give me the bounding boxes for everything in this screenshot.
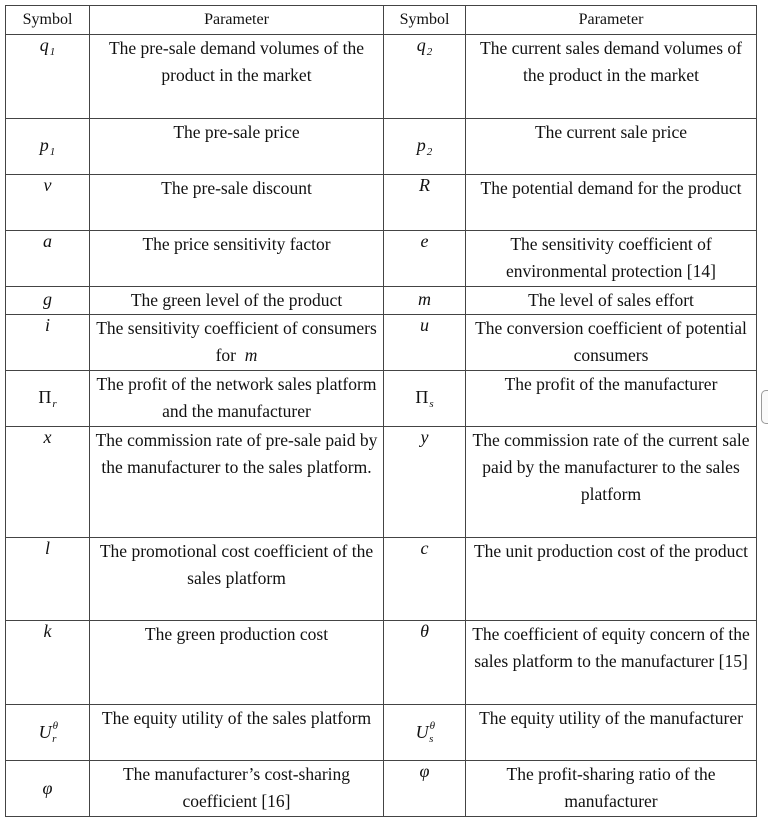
table-row (6, 705, 757, 761)
table-row (6, 315, 757, 371)
inline-symbol: m (244, 345, 258, 365)
parameter-cell: The price sensitivity factor (90, 231, 384, 287)
table-row (6, 621, 757, 705)
symbol: U (415, 722, 429, 742)
symbol-cell: u (384, 315, 466, 371)
parameter-cell: The current sale price (466, 119, 757, 175)
symbol: q (39, 35, 49, 55)
parameter-cell: The coefficient of equity concern of the sales platform to the manufacturer [15] (466, 621, 757, 705)
parameter-table (5, 5, 757, 817)
symbol-cell: R (384, 175, 466, 231)
symbol-subscript: r (52, 733, 57, 745)
symbol-cell: c (384, 538, 466, 621)
symbol-cell: φ (384, 761, 466, 817)
table-row (6, 371, 757, 427)
parameter-cell: The unit production cost of the product (466, 538, 757, 621)
parameter-cell: The sensitivity coefficient of environmental protection [14] (466, 231, 757, 287)
symbol-cell (6, 35, 90, 119)
parameter-cell: The commission rate of the current sale paid by the manufacturer to the sales platform (466, 427, 757, 538)
parameter-cell: The conversion coefficient of potential consumers (466, 315, 757, 371)
symbol-cell: m (384, 287, 466, 315)
table-row (6, 427, 757, 538)
symbol-cell (6, 705, 90, 761)
symbol-cell (6, 371, 90, 427)
symbol-superscript: θ (52, 720, 59, 732)
parameter-cell: The level of sales effort (466, 287, 757, 315)
parameter-cell: The pre-sale price (90, 119, 384, 175)
symbol-cell: y (384, 427, 466, 538)
parameter-cell: The promotional cost coefficient of the sales platform (90, 538, 384, 621)
symbol-subscript: 1 (49, 46, 56, 58)
side-panel-handle[interactable] (761, 390, 768, 424)
parameter-cell: The manufacturer’s cost-sharing coefficient [16] (90, 761, 384, 817)
symbol-cell: θ (384, 621, 466, 705)
symbol-subscript: 2 (426, 46, 433, 58)
symbol-cell (384, 705, 466, 761)
symbol-cell: e (384, 231, 466, 287)
header-parameter: Parameter (466, 6, 757, 35)
table-header-row (6, 6, 757, 35)
table-row (6, 119, 757, 175)
table-row (6, 761, 757, 817)
parameter-text: The sensitivity coefficient of consumers for (96, 318, 377, 365)
table-row (6, 175, 757, 231)
symbol-cell: k (6, 621, 90, 705)
parameter-cell: The green level of the product (90, 287, 384, 315)
symbol: p (39, 135, 49, 155)
parameter-cell: The profit-sharing ratio of the manufacturer (466, 761, 757, 817)
table-row (6, 231, 757, 287)
symbol-subscript: 1 (49, 146, 56, 158)
symbol: q (416, 35, 426, 55)
symbol-superscript: θ (429, 720, 436, 732)
parameter-cell: The profit of the network sales platform and the manufacturer (90, 371, 384, 427)
table-row (6, 287, 757, 315)
parameter-cell: The potential demand for the product (466, 175, 757, 231)
symbol-cell (384, 119, 466, 175)
symbol: Π (415, 387, 429, 407)
symbol-subscript: s (429, 398, 434, 410)
symbol-subscript: s (429, 733, 434, 745)
symbol-cell (384, 35, 466, 119)
symbol: p (416, 135, 426, 155)
table-row (6, 538, 757, 621)
symbol-cell: g (6, 287, 90, 315)
symbol-cell: a (6, 231, 90, 287)
parameter-cell: The commission rate of pre-sale paid by the manufacturer to the sales platform. (90, 427, 384, 538)
header-symbol: Symbol (384, 6, 466, 35)
header-parameter: Parameter (90, 6, 384, 35)
parameter-cell: The equity utility of the manufacturer (466, 705, 757, 761)
parameter-cell: The pre-sale discount (90, 175, 384, 231)
symbol-subscript: r (52, 398, 57, 410)
header-symbol: Symbol (6, 6, 90, 35)
symbol-cell (384, 371, 466, 427)
parameter-cell: The current sales demand volumes of the product in the market (466, 35, 757, 119)
symbol-cell: φ (6, 761, 90, 817)
symbol-cell: x (6, 427, 90, 538)
symbol: U (38, 722, 52, 742)
symbol-cell: i (6, 315, 90, 371)
symbol-subscript: 2 (426, 146, 433, 158)
symbol-cell: l (6, 538, 90, 621)
parameter-cell (90, 315, 384, 371)
parameter-cell: The equity utility of the sales platform (90, 705, 384, 761)
parameter-cell: The profit of the manufacturer (466, 371, 757, 427)
parameter-cell: The green production cost (90, 621, 384, 705)
symbol: Π (38, 387, 52, 407)
symbol-cell (6, 119, 90, 175)
symbol-cell: v (6, 175, 90, 231)
table-row (6, 35, 757, 119)
parameter-cell: The pre-sale demand volumes of the product in the market (90, 35, 384, 119)
